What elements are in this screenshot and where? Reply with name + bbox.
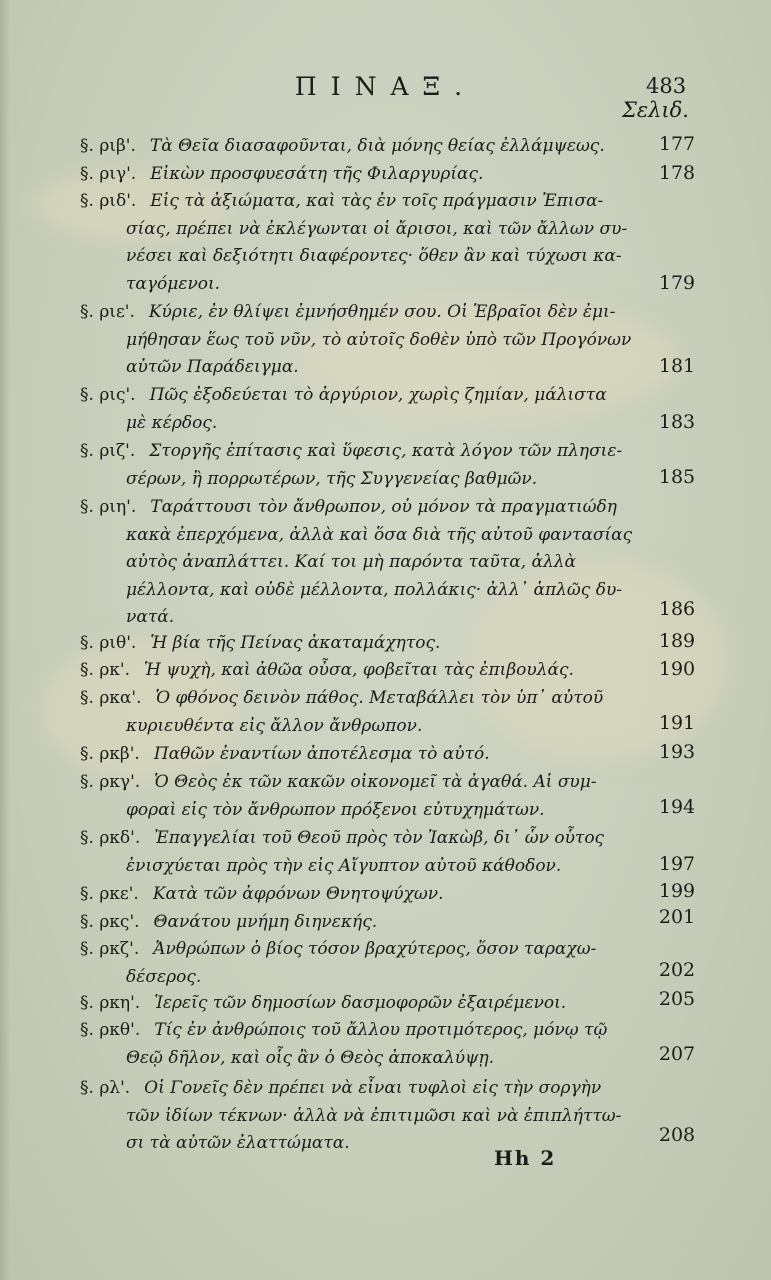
toc-entry [80, 133, 640, 161]
toc-page-number: 193 [658, 741, 696, 763]
toc-entry-text: μέλλοντα, καὶ οὐδὲ μέλλοντα, πολλάκις· ἀλλ᾽ ἁπλῶς δυ- [126, 579, 623, 600]
section-number: ριγ'. [99, 164, 137, 184]
toc-entry-text: Οἱ Γονεῖς δὲν πρέπει νὰ εἶναι τυφλοὶ εἰς τὴν σοργὴν [144, 1078, 602, 1098]
toc-page-number: 179 [658, 272, 696, 294]
section-number: ρκδ'. [99, 828, 141, 848]
toc-entry-line [80, 299, 640, 327]
page-title: ΠΙΝΑΞ. [294, 72, 477, 101]
section-sign: §. [80, 912, 94, 932]
toc-entry [80, 630, 640, 658]
toc-entry-text: Εἰς τὰ ἀξιώματα, καὶ τὰς ἐν τοῖς πράγμασιν Ἐπισα- [150, 191, 604, 211]
toc-entry-text: σίας, πρέπει νὰ ἐκλέγωνται οἱ ἄρισοι, καὶ τῶν ἄλλων συ- [126, 218, 628, 239]
toc-page-number: 201 [658, 906, 696, 928]
toc-entry [80, 936, 640, 991]
section-sign: §. [80, 191, 94, 211]
section-sign: §. [80, 828, 94, 848]
toc-entry-text: αὐτὸς ἀναπλάττει. Καί τοι μὴ παρόντα ταῦτα, ἀλλὰ [126, 552, 577, 573]
section-number: ρκ'. [99, 660, 131, 680]
toc-entry-text: Ἐπαγγελίαι τοῦ Θεοῦ πρὸς τὸν Ἰακὼβ, δι᾽ ὧν οὗτος [154, 828, 605, 848]
toc-entry-text: κυριευθέντα εἰς ἄλλον ἄνθρωπον. [126, 715, 423, 736]
toc-entry-text: Πῶς ἐξοδεύεται τὸ ἀργύριον, χωρὶς ζημίαν, μάλιστα [149, 385, 607, 405]
toc-entry-line [80, 909, 640, 937]
toc-entry-line [80, 657, 640, 685]
section-number: ρκβ'. [99, 744, 140, 764]
toc-entry-text: κακὰ ἐπερχόμενα, ἀλλὰ καὶ ὅσα διὰ τῆς αὐτοῦ φαντασίας [126, 524, 633, 545]
section-sign: §. [80, 744, 94, 764]
toc-entry-line [80, 990, 640, 1018]
toc-entry-line [80, 604, 640, 632]
toc-entry-line [80, 354, 640, 382]
toc-entry [80, 990, 640, 1018]
toc-entry-line [80, 382, 640, 410]
toc-entry-text: Ἡ ψυχὴ, καὶ ἀθῶα οὖσα, φοβεῖται τὰς ἐπιβουλάς. [144, 660, 574, 680]
section-number: ρκθ'. [99, 1020, 141, 1040]
section-number: ρκζ'. [99, 939, 140, 959]
toc-entry-line [80, 188, 640, 216]
toc-entry-line [80, 1103, 640, 1131]
toc-page-number: 202 [658, 959, 696, 981]
toc-entry-text: ταγόμενοι. [126, 273, 221, 294]
toc-entry-text: φοραὶ εἰς τὸν ἄνθρωπον πρόξενοι εὐτυχημάτων. [126, 799, 545, 820]
page-column-heading: Σελιδ. [622, 98, 689, 122]
toc-entry [80, 825, 640, 880]
toc-entry-line [80, 438, 640, 466]
toc-entry-line [80, 769, 640, 797]
toc-page-number: 189 [658, 630, 696, 652]
toc-entry [80, 657, 640, 685]
toc-entry [80, 881, 640, 909]
section-number: ρκς'. [99, 912, 140, 932]
section-number: ριβ'. [99, 136, 136, 156]
section-sign: §. [80, 441, 94, 461]
toc-page-number: 208 [658, 1124, 696, 1146]
section-sign: §. [80, 302, 94, 322]
toc-entry-text: ἐνισχύεται πρὸς τὴν εἰς Αἴγυπτον αὐτοῦ κάθοδον. [126, 855, 562, 876]
section-sign: §. [80, 688, 94, 708]
toc-entry-text: Ἀνθρώπων ὁ βίος τόσον βραχύτερος, ὅσον ταραχω- [153, 939, 597, 959]
toc-entry [80, 769, 640, 824]
toc-entry-line [80, 522, 640, 550]
toc-entry [80, 299, 640, 382]
toc-entry-line [80, 936, 640, 964]
toc-entry-text: Ἡ βία τῆς Πείνας ἀκαταμάχητος. [150, 633, 441, 653]
toc-entry-line [80, 853, 640, 881]
toc-entry-line [80, 713, 640, 741]
toc-entry [80, 161, 640, 189]
toc-entry [80, 382, 640, 437]
toc-page-number: 194 [658, 796, 696, 818]
toc-entry-line [80, 964, 640, 992]
signature-mark: Hh 2 [494, 1146, 557, 1170]
toc-entry-line [80, 825, 640, 853]
toc-page-number: 205 [658, 988, 696, 1010]
section-sign: §. [80, 633, 94, 653]
section-sign: §. [80, 385, 94, 405]
section-number: ριθ'. [99, 633, 137, 653]
toc-page-number: 207 [658, 1043, 696, 1065]
toc-entry-line [80, 881, 640, 909]
section-number: ρκγ'. [99, 772, 141, 792]
toc-entry-line [80, 466, 640, 494]
toc-entry [80, 494, 640, 632]
toc-entry-text: Τὰ Θεῖα διασαφοῦνται, διὰ μόνης θείας ἐλλάμψεως. [149, 136, 605, 156]
toc-entry-text: Ὁ Θεὸς ἐκ τῶν κακῶν οἰκονομεῖ τὰ ἀγαθά. Αἱ συμ- [154, 772, 597, 792]
toc-entry [80, 188, 640, 298]
section-sign: §. [80, 1020, 94, 1040]
section-sign: §. [80, 939, 94, 959]
section-number: ρις'. [99, 385, 136, 405]
toc-entry-text: Θανάτου μνήμη διηνεκής. [153, 912, 378, 932]
toc-entry-line [80, 327, 640, 355]
toc-entry-text: Παθῶν ἐναντίων ἀποτέλεσμα τὸ αὐτό. [153, 744, 490, 764]
section-sign: §. [80, 1078, 94, 1098]
section-number: ριε'. [99, 302, 135, 322]
toc-entry-line [80, 630, 640, 658]
toc-entry-text: τῶν ἰδίων τέκνων· ἀλλὰ νὰ ἐπιτιμῶσι καὶ νὰ ἐπιπλήττω- [126, 1105, 622, 1126]
toc-page-number: 183 [658, 411, 696, 433]
section-sign: §. [80, 993, 94, 1013]
toc-entry-text: Τίς ἐν ἀνθρώποις τοῦ ἄλλου προτιμότερος, μόνῳ τῷ [154, 1020, 608, 1040]
page-edge-shadow [0, 0, 10, 1280]
section-number: ριζ'. [99, 441, 136, 461]
toc-page-number: 199 [658, 880, 696, 902]
toc-entry-line [80, 549, 640, 577]
toc-entry [80, 741, 640, 769]
toc-entry-text: Ταράττουσι τὸν ἄνθρωπον, οὐ μόνον τὰ πραγματιώδη [150, 497, 617, 517]
toc-entry-text: Στοργῆς ἐπίτασις καὶ ὕφεσις, κατὰ λόγον τῶν πλησιε- [149, 441, 623, 461]
section-sign: §. [80, 497, 94, 517]
toc-entry-line [80, 741, 640, 769]
toc-entry-line [80, 685, 640, 713]
section-number: ρλ'. [99, 1078, 131, 1098]
toc-entry [80, 909, 640, 937]
toc-entry-line [80, 1045, 640, 1073]
toc-entry-line [80, 1017, 640, 1045]
section-sign: §. [80, 660, 94, 680]
toc-entry-line [80, 243, 640, 271]
toc-page-number: 185 [658, 466, 696, 488]
toc-entry-text: μήθησαν ἕως τοῦ νῦν, τὸ αὐτοῖς δοθὲν ὑπὸ τῶν Προγόνων [126, 329, 632, 350]
toc-entry-line [80, 216, 640, 244]
toc-entry-text: σι τὰ αὐτῶν ἐλαττώματα. [126, 1133, 350, 1154]
section-number: ρκη'. [99, 993, 141, 1013]
section-number: ρκα'. [99, 688, 142, 708]
section-number: ριη'. [99, 497, 137, 517]
toc-entry-text: Θεῷ δῆλον, καὶ οἷς ἂν ὁ Θεὸς ἀποκαλύψῃ. [126, 1047, 495, 1068]
toc-entry-text: σέρων, ἢ πορρωτέρων, τῆς Συγγενείας βαθμῶν. [126, 468, 538, 489]
toc-entry-line [80, 161, 640, 189]
toc-entry-line [80, 797, 640, 825]
toc-entry-line [80, 1075, 640, 1103]
toc-entry-text: Εἰκὼν προσφυεσάτη τῆς Φιλαργυρίας. [150, 164, 484, 184]
toc-entry-text: Κύριε, ἐν θλίψει ἐμνήσθημέν σου. Οἱ Ἑβραῖοι δὲν ἐμι- [148, 302, 616, 322]
toc-entry [80, 1017, 640, 1072]
section-sign: §. [80, 884, 94, 904]
toc-entry [80, 685, 640, 740]
toc-entry-text: Ὁ φθόνος δεινὸν πάθος. Μεταβάλλει τὸν ὑπ᾽ αὐτοῦ [155, 688, 604, 708]
toc-entry-text: Ἱερεῖς τῶν δημοσίων δασμοφορῶν ἐξαιρέμενοι. [154, 993, 567, 1013]
page-number: 483 [646, 74, 687, 98]
toc-page-number: 190 [658, 658, 696, 680]
toc-entry-line [80, 410, 640, 438]
toc-entry [80, 438, 640, 493]
toc-entry-line [80, 577, 640, 605]
section-sign: §. [80, 164, 94, 184]
toc-page-number: 181 [658, 355, 696, 377]
toc-entry-text: νατά. [126, 607, 175, 628]
toc-page-number: 177 [658, 133, 696, 155]
toc-entry-text: μὲ κέρδος. [126, 412, 218, 433]
section-number: ριδ'. [99, 191, 137, 211]
toc-entry-line [80, 271, 640, 299]
section-sign: §. [80, 772, 94, 792]
toc-page-number: 178 [658, 162, 696, 184]
toc-entry-text: Κατὰ τῶν ἀφρόνων Θνητοψύχων. [152, 884, 444, 904]
toc-entry-text: αὐτῶν Παράδειγμα. [126, 357, 299, 378]
toc-page-number: 186 [658, 598, 696, 620]
toc-page-number: 191 [658, 712, 696, 734]
section-number: ρκε'. [99, 884, 139, 904]
toc-entry-line [80, 133, 640, 161]
toc-page-number: 197 [658, 853, 696, 875]
toc-entry-text: δέσερος. [126, 966, 202, 987]
toc-entry-line [80, 494, 640, 522]
section-sign: §. [80, 136, 94, 156]
toc-entry-text: νέσει καὶ δεξιότητι διαφέροντες· ὅθεν ἂν καὶ τύχωσι κα- [126, 246, 622, 267]
